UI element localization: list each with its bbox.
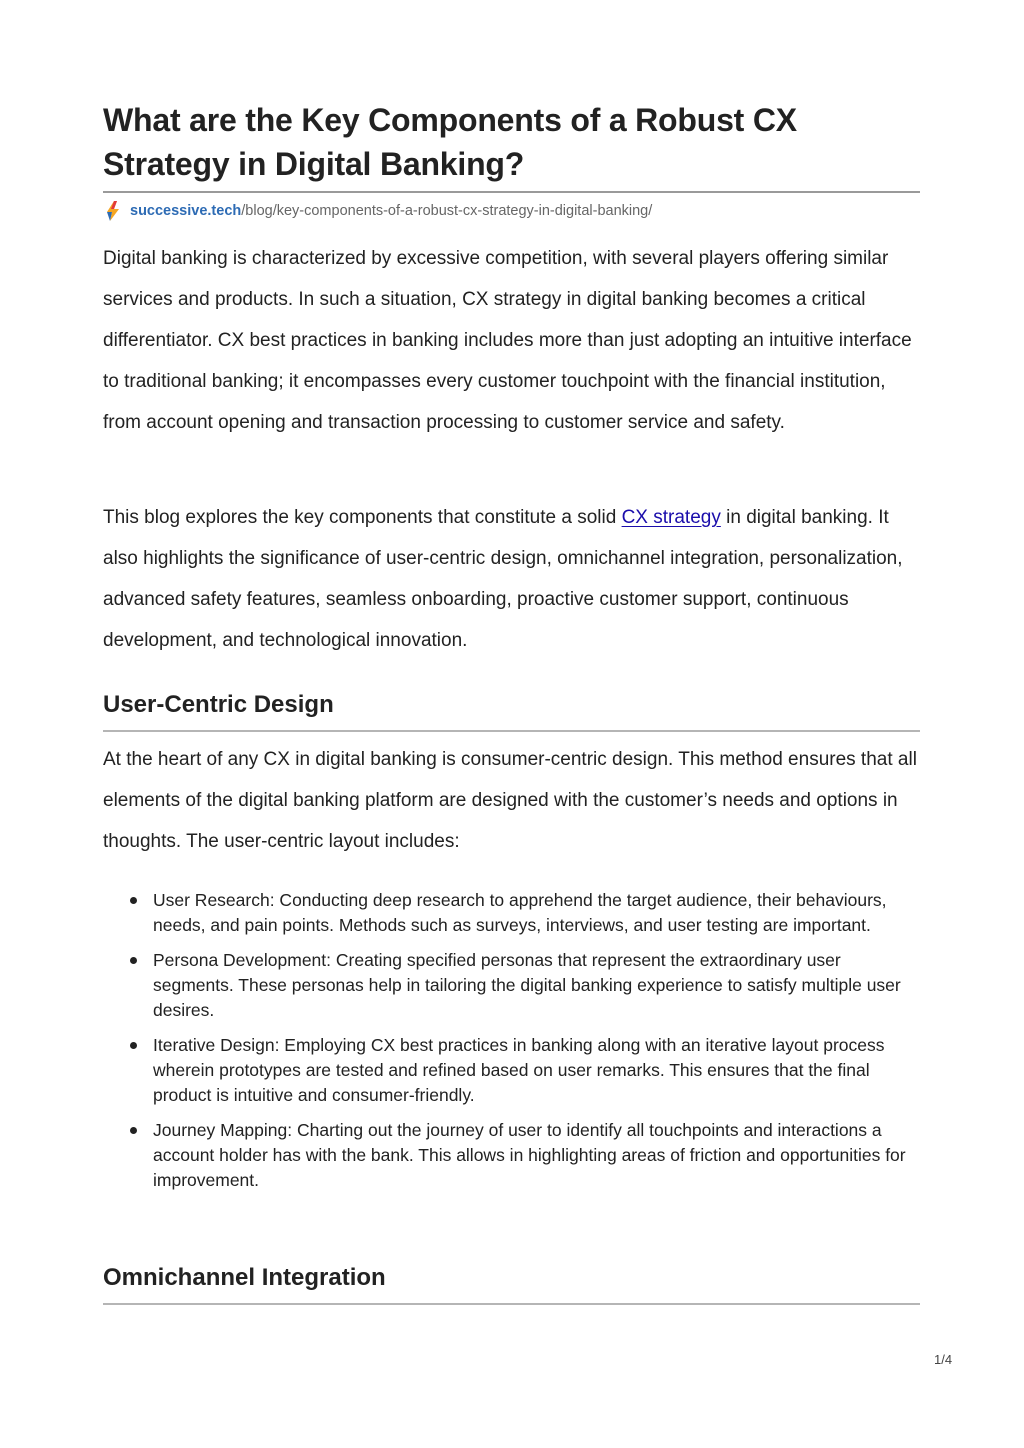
bullet-icon [130, 897, 137, 904]
successive-tech-logo-icon [103, 200, 123, 222]
source-url-link[interactable] [130, 203, 652, 219]
list-item [103, 948, 920, 1023]
list-item-text: Iterative Design: Employing CX best practices in banking along with an iterative layout process wherein prototypes are tested and refined based on user remarks. This ensures that the final product is intuitive and consumer-friendly. [153, 1035, 885, 1105]
second-paragraph-tail: in digital banking. It also highlights the significance of user-centric design, omnichannel integration, personalization, advanced safety features, seamless onboarding, proactive customer support, continuous development, and technological innovation. [103, 507, 903, 651]
list-item [103, 1033, 920, 1108]
section-heading-omnichannel-integration: Omnichannel Integration [103, 1264, 386, 1291]
section-divider [103, 1303, 920, 1305]
bullet-icon [130, 1127, 137, 1134]
list-item-text: Persona Development: Creating specified personas that represent the extraordinary user segments. These personas help in tailoring the digital banking experience to satisfy multiple user desires. [153, 950, 901, 1020]
bullet-icon [130, 957, 137, 964]
source-line [103, 199, 652, 223]
list-item [103, 888, 920, 938]
section-divider [103, 730, 920, 732]
section-paragraph: At the heart of any CX in digital banking is consumer-centric design. This method ensures that all elements of the digital banking platform are designed with the customer’s needs and options in thoughts. The user-centric layout includes: [103, 749, 917, 852]
section-heading-user-centric-design: User-Centric Design [103, 691, 334, 718]
page-title: What are the Key Components of a Robust CX Strategy in Digital Banking? [103, 102, 797, 182]
cx-strategy-link[interactable]: CX strategy [621, 507, 721, 528]
list-item [103, 1118, 920, 1193]
source-path: /blog/key-components-of-a-robust-cx-strategy-in-digital-banking/ [241, 203, 653, 219]
second-paragraph [103, 497, 920, 661]
source-domain: successive.tech [130, 203, 242, 219]
intro-paragraph: Digital banking is characterized by excessive competition, with several players offering similar services and products. In such a situation, CX strategy in digital banking becomes a critical differentiator. CX best practices in banking includes more than just adopting an intuitive interface to traditional banking; it encompasses every customer touchpoint with the financial institution, from account opening and transaction processing to customer service and safety. [103, 248, 912, 433]
second-paragraph-lead: This blog explores the key components that constitute a solid [103, 507, 622, 528]
bullet-icon [130, 1042, 137, 1049]
bullet-list [103, 888, 920, 1203]
title-divider [103, 191, 920, 193]
page-number: 1/4 [934, 1352, 953, 1367]
list-item-text: User Research: Conducting deep research to apprehend the target audience, their behaviours, needs, and pain points. Methods such as surveys, interviews, and user testing are important. [153, 890, 887, 935]
list-item-text: Journey Mapping: Charting out the journey of user to identify all touchpoints and interactions a account holder has with the bank. This allows in highlighting areas of friction and opportunities for improvement. [153, 1120, 906, 1190]
